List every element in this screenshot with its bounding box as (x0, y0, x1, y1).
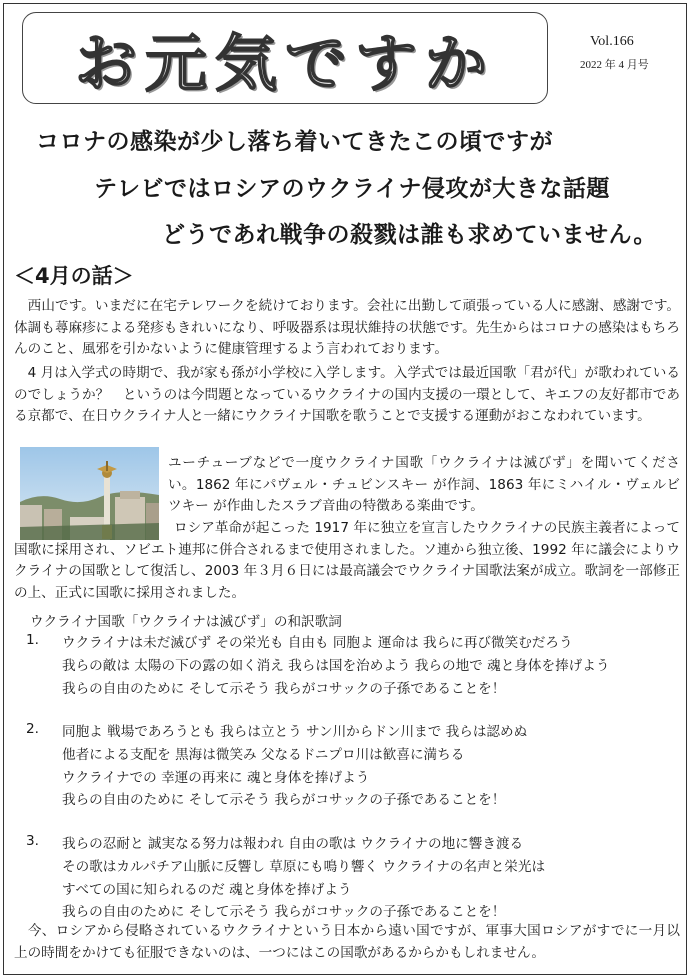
verse-line: 我らの自由のために そして示そう 我らがコサックの子孫であることを！ (62, 680, 506, 697)
paragraph-3: ユーチューブなどで一度ウクライナ国歌「ウクライナは滅びず」を聞いてください。1862 年にパヴェル・チュビンスキー が作詞、1863 年にミハイル・ヴェルビツキー が作曲したスラブ音曲の特徴ある楽曲です。 (168, 455, 680, 515)
headline-1: コロナの感染が少し落ち着いてきたこの頃ですが (36, 129, 553, 155)
headline-3: どうであれ戦争の殺戮は誰も求めていません。 (162, 222, 657, 248)
issue-date: 2022 年 4 月号 (580, 59, 649, 71)
newsletter-title: お元気ですか (74, 26, 495, 100)
title-box (22, 12, 548, 104)
verse-line: 我らの自由のために そして示そう 我らがコサックの子孫であることを！ (62, 904, 506, 921)
verse-line: 我らの自由のために そして示そう 我らがコサックの子孫であることを！ (62, 792, 506, 809)
verse-line: 我らの敵は 太陽の下の露の如く消え 我らは国を治めよう 我らの地で 魂と身体を捧げよう (62, 657, 610, 674)
closing-paragraph: 今、ロシアから侵略されているウクライナという日本から遠い国ですが、軍事大国ロシアがすでに一月以上の時間をかけても征服できないのは、一つにはこの国歌があるからかもしれません。 (14, 923, 680, 961)
verse-number: 2. (26, 721, 39, 737)
lyrics-title: ウクライナ国歌「ウクライナは滅びず」の和訳歌詞 (30, 614, 342, 630)
verse-line: すべての国に知られるのだ 魂と身体を捧げよう (62, 881, 352, 898)
headline-2: テレビではロシアのウクライナ侵攻が大きな話題 (94, 176, 610, 202)
verse-line: 他者による支配を 黒海は微笑み 父なるドニプロ川は歓喜に満ちる (62, 746, 465, 763)
paragraph-4: ロシア革命が起こった 1917 年に独立を宣言したウクライナの民族主義者によって国歌に採用され、ソビエト連邦に併合されるまで使用されました。ソ連から独立後、1992 年に議会によりウクライナの国歌として復活し、2003 年３月６日には最高議会でウクライナ国歌法案が成立。歌詞を一部修正の上、正式に国歌に採用されました。 (14, 520, 680, 601)
verse-line: 同胞よ 戦場であろうとも 我らは立とう サン川からドン川まで 我らは認めぬ (62, 724, 528, 740)
verse-line: ウクライナは未だ滅びず その栄光も 自由も 同胞よ 運命は 我らに再び微笑むだろう (62, 635, 573, 651)
volume-number: Vol.166 (590, 34, 634, 49)
verse-line: ウクライナでの 幸運の再来に 魂と身体を捧げよう (62, 769, 370, 786)
verse-line: 我らの忍耐と 誠実なる努力は報われ 自由の歌は ウクライナの地に響き渡る (62, 836, 524, 852)
section-title: ＜4月の話＞ (14, 264, 134, 288)
verse-number: 1. (26, 632, 39, 648)
paragraph-2: 4 月は入学式の時期で、我が家も孫が小学校に入学します。入学式では最近国歌「君が代」が歌われているのでしょうか？ というのは今問題となっているウクライナの国内支援の一環として、キエフの友好都市である京都で、在日ウクライナ人と一緒にウクライナ国歌を歌うことで支援する運動がおこなわれています。 (14, 365, 680, 425)
verse-number: 3. (26, 833, 39, 849)
paragraph-1: 西山です。いまだに在宅テレワークを続けております。会社に出勤して頑張っている人に感謝、感謝です。体調も蕁麻疹による発疹もきれいになり、呼吸器系は現状維持の状態です。先生からはコロナの感染はもちろんのこと、風邪を引かないように健康管理するよう言われております。 (14, 298, 680, 358)
verse-line: その歌はカルパチア山脈に反響し 草原にも鳴り響く ウクライナの名声と栄光は (62, 858, 546, 875)
